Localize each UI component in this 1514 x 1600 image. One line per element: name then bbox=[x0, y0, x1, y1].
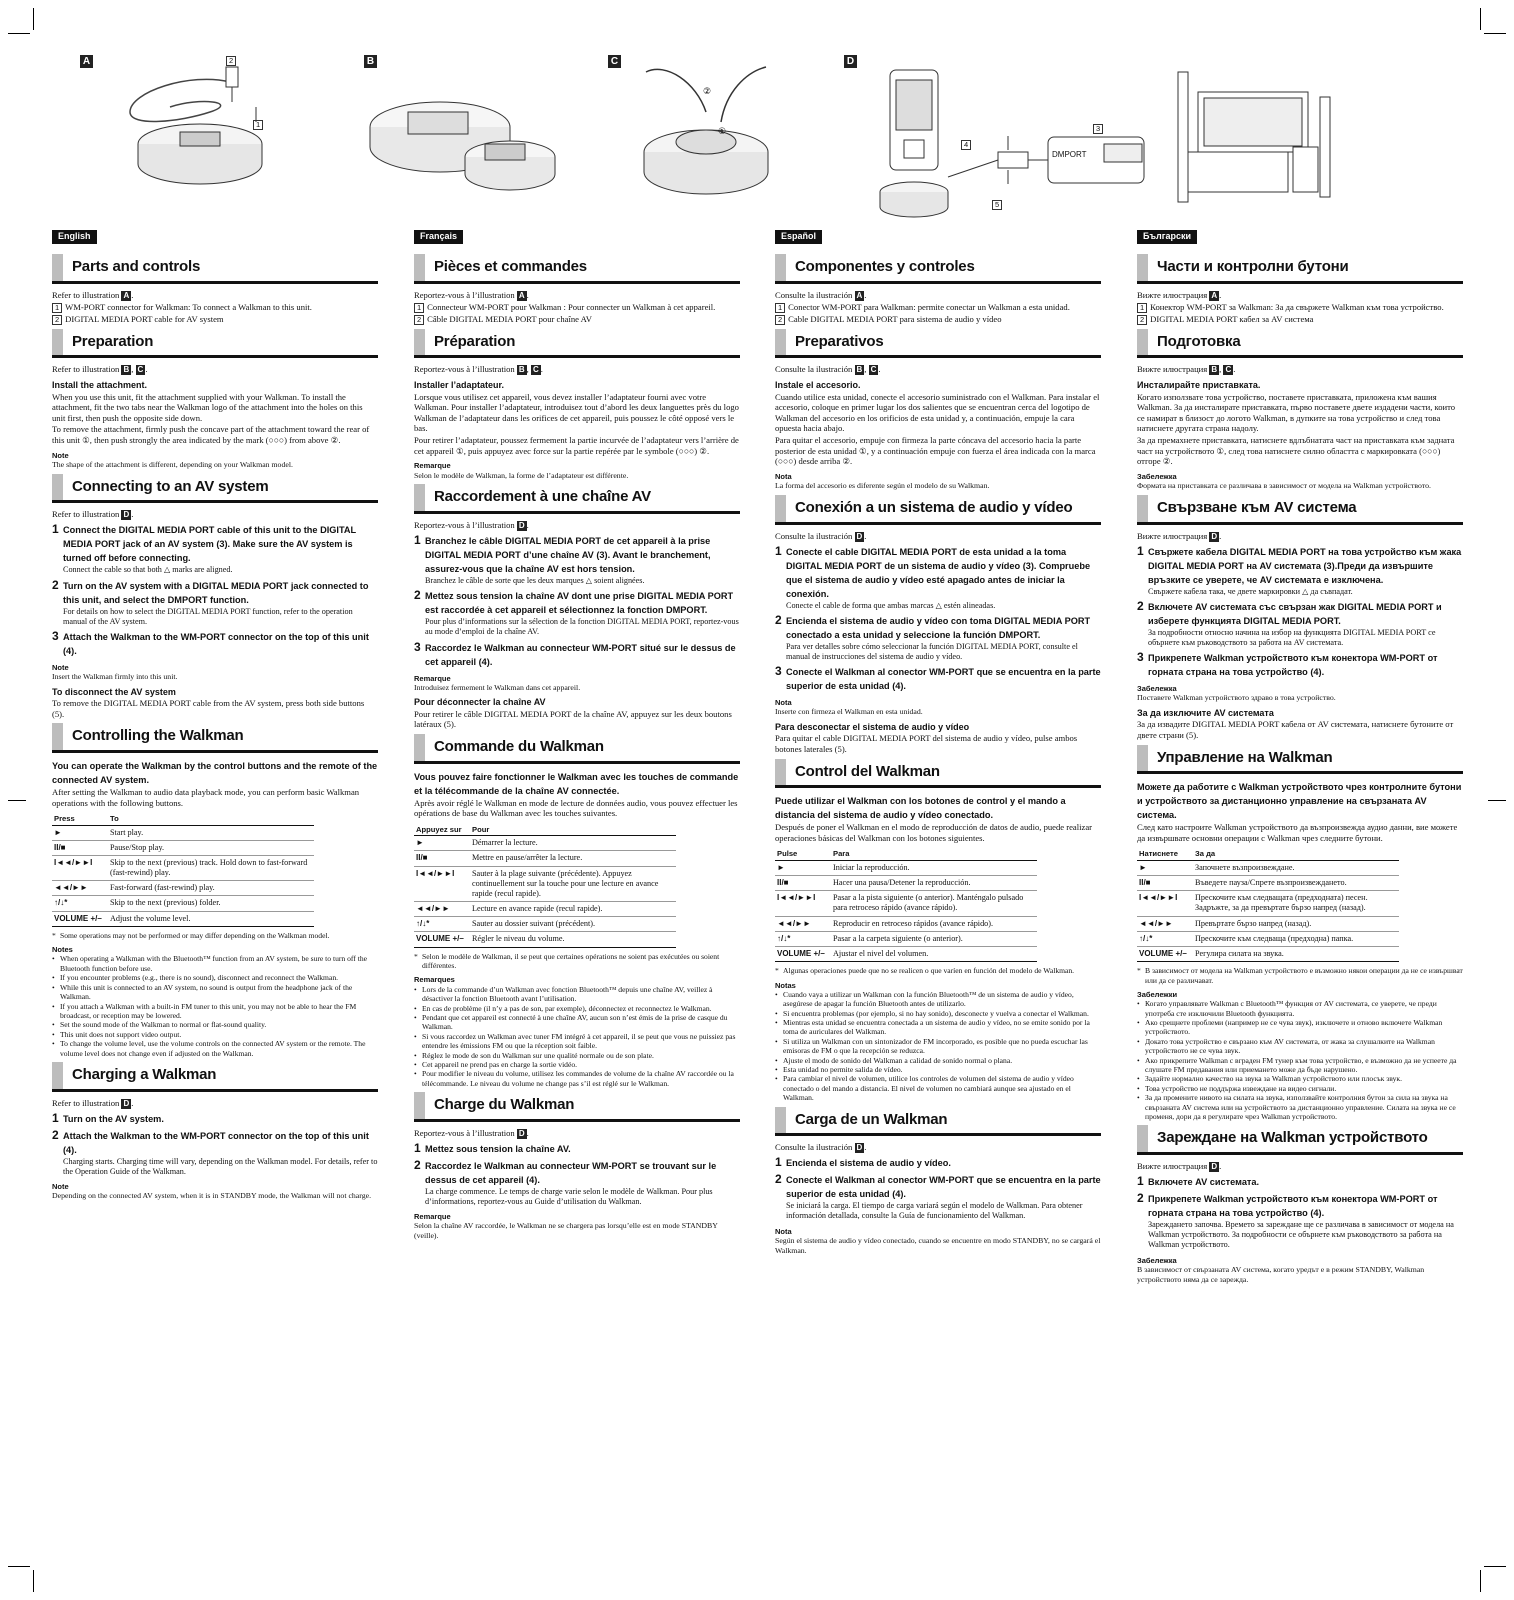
table-row: ◄◄/►► Fast-forward (fast-rewind) play. bbox=[52, 881, 314, 896]
connect-step-3: 3 Conecte el Walkman al conector WM-PORT que se encuentra en la parte superior de esta unidad (4). bbox=[775, 664, 1101, 692]
crop-mark-tr-v bbox=[1480, 8, 1481, 30]
section-title-controlling: Controlling the Walkman bbox=[52, 723, 378, 753]
callout-5-d: 5 bbox=[992, 200, 1002, 210]
charge-step-1: 1 Mettez sous tension la chaîne AV. bbox=[414, 1142, 740, 1156]
ref-box-c: C bbox=[137, 365, 144, 375]
col-header-press: Pulse bbox=[775, 848, 831, 860]
charge-note-label: Remarque bbox=[414, 1212, 451, 1222]
connect-note: Inserte con firmeza el Walkman en esta unidad. bbox=[775, 707, 923, 717]
prep-subheading: Installer l’adaptateur. bbox=[414, 380, 505, 391]
ref-box-b: B bbox=[856, 365, 863, 375]
col-header-to: Pour bbox=[470, 824, 676, 836]
list-item: • Lors de la commande d’un Walkman avec fonction Bluetooth™ depuis une chaîne AV, veillez à désactiver la fonction Bluetooth avant l’utilisation. bbox=[414, 985, 740, 1004]
list-item: • Mientras esta unidad se encuentra conectada a un sistema de audio y vídeo, no se emite sonido por la toma de auriculares del Walkman. bbox=[775, 1018, 1101, 1037]
step-title: Connect the DIGITAL MEDIA PORT cable of this unit to the DIGITAL MEDIA PORT jack of an AV system (3). Make sure the AV system is turned off before connecting. bbox=[63, 525, 356, 564]
crop-mark-br-v bbox=[1480, 1570, 1481, 1592]
step-desc: For details on how to select the DIGITAL MEDIA PORT function, refer to the operation manual of the AV system. bbox=[63, 606, 353, 626]
col-header-press: Натиснете bbox=[1137, 848, 1193, 860]
prep-body-1: When you use this unit, fit the attachment supplied with your Walkman. To install the attachment, fit the two tabs near the Walkman logo of the attachment into the holes on this unit first, then push the opposite side down. bbox=[52, 391, 363, 423]
step-desc: La charge commence. Le temps de charge varie selon le modèle de Walkman. Pour plus d’informations, reportez-vous au Guide d’utilisation du Walkman. bbox=[425, 1186, 713, 1206]
prep-body-2: За да премахнете приставката, натиснете вдлъбнатата част на приставката към задната част на устройството ①, след това натиснете силно областта с маркировката (○○○) отгоре ②. bbox=[1137, 435, 1455, 467]
step-title: Encienda el sistema de audio y vídeo. bbox=[786, 1158, 951, 1169]
control-notes bbox=[1137, 999, 1463, 1121]
column-spanish: Español Componentes y controles Consulte la ilustración A . 1 Conector WM-PORT para Walkman: permite conectar un Walkman a esta unidad. 2 Cable DIGITAL MEDIA PORT para sistema de audio y vídeo Preparativos Consulte la ilustración B , C . Instale el accesorio. Cuando utilice esta unidad, conecte el accesorio suministrado con el Walkman. Para instalar el accesorio, coloque en primer lugar los dos salientes que se encuentran cerca del logotipo de Walkman del accesorio en los orificios de esta unidad y, a continuación, empuje la cara opuesta hacia abajo. Para quitar el accesorio, empuje con firmeza la parte cóncava del accesorio hacia la parte posterior de esta unidad ①, y a continuación empuje con fuerza el área indicada con la marca (○○○) desde arriba ②. Nota La forma del accesorio es diferente según el modelo de su Walkman. Conexión a un sistema de audio y vídeo Consulte la ilustración D . 1 Conecte el cable DIGITAL MEDIA PORT de esta unidad a la toma DIGITAL MEDIA PORT de un sistema de audio y vídeo (3). Compruebe que el sistema de audio y vídeo esté apagado antes de iniciar la conexión. Conecte el cable de forma que ambas marcas △ estén alineadas. 2 Encienda el sistema de audio y vídeo con toma DIGITAL MEDIA PORT conectado a esta unidad y seleccione la función DMPORT. Para ver detalles sobre cómo seleccionar la función DIGITAL MEDIA PORT, consulte el manual de instrucciones del sistema de audio y vídeo. 3 Conecte el Walkman al conector WM-PORT que se encuentra en la parte superior de esta unidad (4). Nota Inserte con firmeza el Walkman en esta unidad. Para desconectar el sistema de audio y vídeo Para quitar el cable DIGITAL MEDIA PORT del sistema de audio y vídeo, pulse ambos botones laterales (5). Control del Walkman Puede utilizar el Walkman con los botones de control y el mando a distancia del sistema de audio y vídeo conectado. Después de poner el Walkman en el modo de reproducción de datos de audio, puede realizar operaciones básicas del Walkman con los botones siguientes. Pulse Para ► Iniciar la reproducción. II/■ Hacer una pausa/Detener la reproducción. I◄◄/►►I Pasar a la pista siguiente (o anterior). Manténgalo pulsado para retroceso rápido (avance rápido). ◄◄/►► Reproducir en retroceso rápidos (avance rápido). ↑/↓* Pasar a la carpeta siguiente (o anterior). VOLUME +/– Ajustar el nivel del volumen. * Algunas operaciones puede que no se realicen o que varíen en función del modelo de Walkman. Notas • Cuando vaya a utilizar un Walkman con la función Bluetooth™ de un sistema de audio y vídeo, asegúrese de apagar la función Bluetooth antes de utilizarlo. • Si encuentra problemas (por ejemplo, si no hay sonido), desconecte y vuelva a conectar el Walkman. • Mientras esta unidad se encuentra conectada a un sistema de audio y vídeo, no se emite sonido por la toma de auriculares del Walkman. • Si utiliza un Walkman con un sintonizador de FM incorporado, es posible que no pueda escuchar las emisoras de FM o que la recepción se reduzca. • Ajuste el modo de sonido del Walkman a calidad de sonido normal o plana. • Esta unidad no permite salida de vídeo. • Para cambiar el nivel de volumen, utilice los controles de volumen del sistema de audio y vídeo conectado o del mando a distancia. El nivel de volumen no cambiará aunque sea ajustado en el Walkman. Carga de un Walkman Consulte la ilustración D . 1 Encienda el sistema de audio y vídeo. 2 Conecte el Walkman al conector WM-PORT que se encuentra en la parte superior de esta unidad (4). Se iniciará la carga. El tiempo de carga variará según el modelo de Walkman. Para obtener información detallada, consulte la Guía de funcionamiento del Walkman. Nota Según el sistema de audio y vídeo conectado, cuando se encuentre en modo STANDBY, no se cargará el Walkman. bbox=[775, 230, 1101, 1256]
callout-2-a: 2 bbox=[226, 56, 236, 66]
table-row: I◄◄/►►I Pasar a la pista siguiente (o anterior). Manténgalo pulsado para retroceso rápido (avance rápido). bbox=[775, 891, 1037, 916]
connect-step-1: 1 Conecte el cable DIGITAL MEDIA PORT de esta unidad a la toma DIGITAL MEDIA PORT de un sistema de audio y vídeo (3). Compruebe que el sistema de audio y vídeo esté apagado antes de iniciar la conexión. Conecte el cable de forma que ambas marcas △ estén alineadas. bbox=[775, 545, 1101, 611]
prep-note-label: Забележка bbox=[1137, 472, 1177, 482]
ref-box-b: B bbox=[518, 365, 525, 375]
control-notes-label: Notes bbox=[52, 945, 73, 955]
step-desc: Branchez le câble de sorte que les deux marques △ soient alignées. bbox=[425, 575, 645, 585]
prep-subheading: Инсталирайте приставката. bbox=[1137, 380, 1261, 391]
list-item: • This unit does not support video output. bbox=[52, 1030, 378, 1039]
charge-step-2: 2 Прикрепете Walkman устройството към конектора WM-PORT от горната страна на това устройство (4). Зареждането започва. Времето за зареждане ще се различава в зависимост от модела на Walkman устройството. За подробности се обърнете към ръководството за работа на Walkman устройството. bbox=[1137, 1192, 1463, 1251]
step-title: Прикрепете Walkman устройството към конектора WM-PORT от горната страна на това устройство (4). bbox=[1148, 1194, 1438, 1219]
ref-text: Refer to illustration bbox=[52, 289, 120, 300]
svg-text:①: ① bbox=[718, 127, 727, 137]
parts-item-1: Conector WM-PORT para Walkman: permite conectar un Walkman a esta unidad. bbox=[788, 301, 1070, 312]
step-title: Raccordez le Walkman au connecteur WM-PORT situé sur le dessus de cet appareil (4). bbox=[425, 642, 736, 667]
step-desc: Свържете кабела така, че двете маркировки △ да съвпадат. bbox=[1148, 586, 1353, 596]
step-title: Raccordez le Walkman au connecteur WM-PORT se trouvant sur le dessus de cet appareil (4). bbox=[425, 1160, 717, 1185]
ref-box-b: B bbox=[123, 365, 130, 375]
connect-note-label: Забележка bbox=[1137, 684, 1177, 694]
disconnect-subheading: To disconnect the AV system bbox=[52, 686, 176, 697]
section-title-charging: Carga de un Walkman bbox=[775, 1107, 1101, 1137]
step-desc: Charging starts. Charging time will vary, depending on the Walkman model. For details, refer to the Operation Guide of the Walkman. bbox=[63, 1156, 378, 1176]
list-item: • Ако срещнете проблеми (например не се чува звук), изключете и отново включете Walkman устройството. bbox=[1137, 1018, 1463, 1037]
language-tab-french: Français bbox=[414, 230, 463, 244]
prep-subheading: Instale el accesorio. bbox=[775, 380, 861, 391]
connect-note-label: Nota bbox=[775, 698, 792, 708]
table-row: II/■ Mettre en pause/arrêter la lecture. bbox=[414, 851, 676, 866]
ref-text: Reportez-vous à l’illustration bbox=[414, 519, 515, 530]
prep-note: Формата на приставката се различава в зависимост от модела на Walkman устройството. bbox=[1137, 481, 1431, 491]
connect-step-2: 2 Mettez sous tension la chaîne AV dont une prise DIGITAL MEDIA PORT est raccordée à cet appareil et sélectionnez la fonction DMPORT. Pour plus d’informations sur la sélection de la fonction DIGITAL MEDIA PORT, reportez-vous au mode d’emploi de la chaîne AV. bbox=[414, 588, 739, 637]
illustration-c-label: C bbox=[608, 55, 621, 68]
section-title-connecting: Conexión a un sistema de audio y vídeo bbox=[775, 495, 1101, 525]
step-title: Прикрепете Walkman устройството към конектора WM-PORT от горната страна на това устройство (4). bbox=[1148, 653, 1438, 678]
charge-note: Según el sistema de audio y vídeo conectado, cuando se encuentre en modo STANDBY, no se cargará el Walkman. bbox=[775, 1235, 1101, 1255]
control-body: Après avoir réglé le Walkman en mode de lecture de données audio, vous pouvez effectuer les opérations de base du Walkman avec les touches suivantes. bbox=[414, 797, 738, 819]
ref-box-c: C bbox=[1225, 365, 1232, 375]
step-title: Включете AV системата. bbox=[1148, 1177, 1260, 1188]
charge-note-label: Nota bbox=[775, 1226, 792, 1236]
control-notes bbox=[775, 990, 1101, 1103]
disconnect-body: Para quitar el cable DIGITAL MEDIA PORT del sistema de audio y vídeo, pulse ambos botones laterales (5). bbox=[775, 733, 1078, 754]
charge-step-1: 1 Encienda el sistema de audio y vídeo. bbox=[775, 1156, 1101, 1170]
disconnect-subheading: Para desconectar el sistema de audio y vídeo bbox=[775, 722, 970, 733]
section-title-charging: Charging a Walkman bbox=[52, 1062, 378, 1092]
ref-text: Refer to illustration bbox=[52, 364, 120, 375]
ref-text: Consulte la ilustración bbox=[775, 364, 853, 375]
list-item: • Esta unidad no permite salida de vídeo. bbox=[775, 1065, 1101, 1074]
prep-body-1: Lorsque vous utilisez cet appareil, vous devez installer l’adaptateur fourni avec votre Walkman. Pour installer l’adaptateur, introduisez tout d’abord les deux languettes près du logo Walkman de l’adaptateur dans les orifices de cet appareil, puis poussez le côté opposé vers le bas. bbox=[414, 391, 739, 434]
connect-step-3: 3 Attach the Walkman to the WM-PORT connector on the top of this unit (4). bbox=[52, 630, 378, 658]
prep-body-2: To remove the attachment, firmly push the concave part of the attachment toward the rear of this unit ①, then push strongly the area indicated by the mark (○○○) from above ②. bbox=[52, 424, 370, 446]
crop-mark-bl-h bbox=[8, 1566, 30, 1567]
step-desc: Pour plus d’informations sur la sélection de la fonction DIGITAL MEDIA PORT, reportez-vous au mode d’emploi de la chaîne AV. bbox=[425, 617, 739, 637]
control-notes-label: Remarques bbox=[414, 975, 455, 985]
list-item: • Cuando vaya a utilizar un Walkman con la función Bluetooth™ de un sistema de audio y vídeo, asegúrese de apagar la función Bluetooth antes de utilizarlo. bbox=[775, 990, 1101, 1009]
table-row: I◄◄/►►I Skip to the next (previous) track. Hold down to fast-forward (fast-rewind) play. bbox=[52, 855, 314, 880]
charge-step-1: 1 Turn on the AV system. bbox=[52, 1112, 378, 1126]
prep-body-2: Para quitar el accesorio, empuje con firmeza la parte cóncava del accesorio hacia la parte posterior de esta unidad ①, y a continuación empuje con fuerza el área indicada con la marca (○○○) desde arriba ②. bbox=[775, 435, 1096, 467]
controls-table bbox=[775, 848, 1037, 962]
item-1-number: 1 bbox=[52, 303, 62, 313]
step-desc: Зареждането започва. Времето за зареждане ще се различава в зависимост от модела на Walkman устройството. За подробности се обърнете към ръководството за работа на Walkman устройството. bbox=[1148, 1220, 1454, 1250]
ref-box-a: A bbox=[1211, 290, 1218, 300]
language-tab-english: English bbox=[52, 230, 97, 244]
table-row: VOLUME +/– Ajustar el nivel del volumen. bbox=[775, 946, 1037, 961]
illustration-c bbox=[606, 52, 796, 222]
illustration-d bbox=[838, 52, 1348, 227]
control-footnote: * Selon le modèle de Walkman, il se peut que certaines opérations ne soient pas exécutées ou soient différentes. bbox=[414, 952, 740, 971]
ref-box-a: A bbox=[123, 290, 130, 300]
prep-subheading: Install the attachment. bbox=[52, 380, 148, 391]
section-title-parts: Componentes y controles bbox=[775, 254, 1101, 284]
list-item: • Задайте нормално качество на звука за Walkman устройството или плосък звук. bbox=[1137, 1074, 1463, 1083]
prep-note-label: Nota bbox=[775, 472, 792, 482]
callout-1-a: 1 bbox=[253, 120, 263, 130]
controls-table bbox=[1137, 848, 1399, 962]
ref-box-d: D bbox=[856, 531, 863, 541]
illustration-b bbox=[360, 52, 570, 222]
list-item: • Cet appareil ne prend pas en charge la sortie vidéo. bbox=[414, 1060, 740, 1069]
section-title-charging: Зареждане на Walkman устройството bbox=[1137, 1125, 1463, 1155]
section-title-connecting: Raccordement à une chaîne AV bbox=[414, 484, 740, 514]
disconnect-body: To remove the DIGITAL MEDIA PORT cable from the AV system, press both side buttons (5). bbox=[52, 697, 365, 719]
section-title-preparation: Подготовка bbox=[1137, 329, 1463, 359]
ref-box-d: D bbox=[123, 1098, 130, 1108]
step-desc: За подробности относно начина на избор на функцията DIGITAL MEDIA PORT се обърнете към ръководството за работа на AV системата. bbox=[1148, 627, 1436, 647]
step-title: Conecte el cable DIGITAL MEDIA PORT de esta unidad a la toma DIGITAL MEDIA PORT de un sistema de audio y vídeo (3). Compruebe que el sistema de audio y vídeo esté apagado antes de iniciar la conexión. bbox=[786, 546, 1091, 599]
section-title-controlling: Control del Walkman bbox=[775, 759, 1101, 789]
section-title-controlling: Commande du Walkman bbox=[414, 734, 740, 764]
prep-note-label: Remarque bbox=[414, 461, 451, 471]
step-desc: Se iniciará la carga. El tiempo de carga variará según el modelo de Walkman. Para obtener información detallada, consulte la Guía de funcionamiento del Walkman. bbox=[786, 1201, 1083, 1221]
prep-body-1: Cuando utilice esta unidad, conecte el accesorio suministrado con el Walkman. Para instalar el accesorio, coloque en primer lugar los dos salientes que se encuentran cerca del logotipo de Walkman del accesorio en los orificios de esta unidad y, a continuación, empuje la cara opuesta hacia abajo. bbox=[775, 391, 1100, 434]
table-row: II/■ Pause/Stop play. bbox=[52, 840, 314, 855]
item-1-number: 1 bbox=[1137, 303, 1147, 313]
prep-note-label: Note bbox=[52, 450, 69, 460]
disconnect-body: Pour retirer le câble DIGITAL MEDIA PORT de la chaîne AV, appuyez sur les deux boutons latéraux (5). bbox=[414, 708, 732, 730]
list-item: • En cas de problème (il n’y a pas de son, par exemple), déconnectez et reconnectez le Walkman. bbox=[414, 1004, 740, 1013]
section-title-preparation: Préparation bbox=[414, 329, 740, 359]
table-row: ↑/↓* Sauter au dossier suivant (précédent). bbox=[414, 917, 676, 932]
col-header-press: Appuyez sur bbox=[414, 824, 470, 836]
list-item: • За да промените нивото на силата на звука, използвайте контролния бутон за сила на звука на свързаната AV система или на устройството за дистанционно управление. Силата на звука не се променя, дори да я регулирате чрез Walkman устройството. bbox=[1137, 1093, 1463, 1121]
charge-step-2: 2 Attach the Walkman to the WM-PORT connector on the top of this unit (4). Charging starts. Charging time will vary, depending on the Walkman model. For details, refer to the Operation Guide of the Walkman. bbox=[52, 1127, 378, 1176]
prep-note: The shape of the attachment is different, depending on your Walkman model. bbox=[52, 460, 293, 470]
step-title: Encienda el sistema de audio y vídeo con toma DIGITAL MEDIA PORT conectado a esta unidad y seleccione la función DMPORT. bbox=[786, 615, 1091, 640]
list-item: • Когато управлявате Walkman с Bluetooth™ функция от AV системата, се уверете, че преди употреба сте изключили Bluetooth функцията. bbox=[1137, 999, 1463, 1018]
ref-text: Consulte la ilustración bbox=[775, 530, 853, 541]
control-lead: Можете да работите с Walkman устройството чрез контролните бутони и устройството за дистанционно управление на свързаната AV система. bbox=[1137, 782, 1462, 821]
charge-step-2: 2 Conecte el Walkman al conector WM-PORT que se encuentra en la parte superior de esta unidad (4). Se iniciará la carga. El tiempo de carga variará según el modelo de Walkman. Para obtener información detallada, consulte la Guía de funcionamiento del Walkman. bbox=[775, 1172, 1101, 1221]
col-header-press: Press bbox=[52, 813, 108, 825]
list-item: • Това устройство не поддържа извеждане на видео сигнали. bbox=[1137, 1084, 1463, 1093]
ref-box-d: D bbox=[1211, 531, 1218, 541]
list-item: • Ако прикрепите Walkman с вграден FM тунер към това устройство, е възможно да не успеете да слушате FM предавания или приемането може да бъде нарушено. bbox=[1137, 1056, 1463, 1075]
table-row: VOLUME +/– Регулира силата на звука. bbox=[1137, 946, 1399, 961]
step-title: Branchez le câble DIGITAL MEDIA PORT de cet appareil à la prise DIGITAL MEDIA PORT d’une chaîne AV (3). Avant le branchement, assurez-vous que la chaîne AV est hors tension. bbox=[425, 535, 711, 574]
control-notes-label: Notas bbox=[775, 980, 796, 990]
ref-box-c: C bbox=[532, 365, 539, 375]
disconnect-subheading: Pour déconnecter la chaîne AV bbox=[414, 697, 546, 708]
list-item: • If you attach a Walkman with a built-in FM tuner to this unit, you may not be able to hear the FM broadcast, or reception may be lowered. bbox=[52, 1002, 378, 1021]
controls-table bbox=[52, 813, 314, 927]
charge-note: Depending on the connected AV system, when it is in STANDBY mode, the Walkman will not charge. bbox=[52, 1191, 372, 1201]
parts-item-2: DIGITAL MEDIA PORT cable for AV system bbox=[65, 313, 224, 324]
illustration-a-label: A bbox=[80, 55, 93, 68]
parts-item-1: WM-PORT connector for Walkman: To connect a Walkman to this unit. bbox=[65, 301, 312, 312]
list-item: • Réglez le mode de son du Walkman sur une qualité normale ou de son plate. bbox=[414, 1051, 740, 1060]
step-desc: Para ver detalles sobre cómo seleccionar la función DIGITAL MEDIA PORT, consulte el manual de instrucciones del sistema de audio y vídeo. bbox=[786, 641, 1078, 661]
control-lead: You can operate the Walkman by the control buttons and the remote of the connected AV system. bbox=[52, 760, 378, 785]
item-1-number: 1 bbox=[414, 303, 424, 313]
column-french: Français Pièces et commandes Reportez-vous à l’illustration A . 1 Connecteur WM-PORT pour Walkman : Pour connecter un Walkman à cet appareil. 2 Câble DIGITAL MEDIA PORT pour chaîne AV Préparation Reportez-vous à l’illustration B , C . Installer l’adaptateur. Lorsque vous utilisez cet appareil, vous devez installer l’adaptateur fourni avec votre Walkman. Pour installer l’adaptateur, introduisez tout d’abord les deux languettes près du logo Walkman de l’adaptateur dans les orifices de cet appareil, puis poussez le côté opposé vers le bas. Pour retirer l’adaptateur, poussez fermement la partie incurvée de l’adaptateur vers l’arrière de cet appareil ①, puis appuyez avec force sur la partie repérée par le symbole (○○○) ②. Remarque Selon le modèle de Walkman, la forme de l’adaptateur est différente. Raccordement à une chaîne AV Reportez-vous à l’illustration D . 1 Branchez le câble DIGITAL MEDIA PORT de cet appareil à la prise DIGITAL MEDIA PORT d’une chaîne AV (3). Avant le branchement, assurez-vous que la chaîne AV est hors tension. Branchez le câble de sorte que les deux marques △ soient alignées. 2 Mettez sous tension la chaîne AV dont une prise DIGITAL MEDIA PORT est raccordée à cet appareil et sélectionnez la fonction DMPORT. Pour plus d’informations sur la sélection de la fonction DIGITAL MEDIA PORT, reportez-vous au mode d’emploi de la chaîne AV. 3 Raccordez le Walkman au connecteur WM-PORT situé sur le dessus de cet appareil (4). Remarque Introduisez fermement le Walkman dans cet appareil. Pour déconnecter la chaîne AV Pour retirer le câble DIGITAL MEDIA PORT de la chaîne AV, appuyez sur les deux boutons latéraux (5). Commande du Walkman Vous pouvez faire fonctionner le Walkman avec les touches de commande et la télécommande de la chaîne AV connectée. Après avoir réglé le Walkman en mode de lecture de données audio, vous pouvez effectuer les opérations de base du Walkman avec les touches suivantes. Appuyez sur Pour ► Démarrer la lecture. II/■ Mettre en pause/arrêter la lecture. I◄◄/►►I Sauter à la plage suivante (précédente). Appuyez continuellement sur la touche pour une lecture en avance rapide (recul rapide). ◄◄/►► Lecture en avance rapide (recul rapide). ↑/↓* Sauter au dossier suivant (précédent). VOLUME +/– Régler le niveau du volume. * Selon le modèle de Walkman, il se peut que certaines opérations ne soient pas exécutées ou soient différentes. Remarques • Lors de la commande d’un Walkman avec fonction Bluetooth™ depuis une chaîne AV, veillez à désactiver la fonction Bluetooth avant l’utilisation. • En cas de problème (il n’y a pas de son, par exemple), déconnectez et reconnectez le Walkman. • Pendant que cet appareil est connecté à une chaîne AV, aucun son n’est émis de la prise de casque du Walkman. • Si vous raccordez un Walkman avec tuner FM intégré à cet appareil, il se peut que vous ne puissiez pas entendre les émissions FM ou que la réception soit faible. • Réglez le mode de son du Walkman sur une qualité normale ou de son plate. • Cet appareil ne prend pas en charge la sortie vidéo. • Pour modifier le niveau du volume, utilisez les commandes de volume de la chaîne AV raccordée ou la télécommande. Le niveau du volume ne change pas s’il est réglé sur le Walkman. Charge du Walkman Reportez-vous à l’illustration D . 1 Mettez sous tension la chaîne AV. 2 Raccordez le Walkman au connecteur WM-PORT se trouvant sur le dessus de cet appareil (4). La charge commence. Le temps de charge varie selon le modèle de Walkman. Pour plus d’informations, reportez-vous au Guide d’utilisation du Walkman. Remarque Selon la chaîne AV raccordée, le Walkman ne se chargera pas lorsqu’elle est en mode STANDBY (veille). bbox=[414, 230, 740, 1242]
ref-text: Consulte la ilustración bbox=[775, 289, 853, 300]
control-body: След като настроите Walkman устройството да възпроизвежда аудио данни, вие можете да извършвате основни операции с Walkman чрез следните бутони. bbox=[1137, 822, 1458, 843]
table-row: VOLUME +/– Adjust the volume level. bbox=[52, 911, 314, 926]
item-1-number: 1 bbox=[775, 303, 785, 313]
language-tab-bulgarian: Български bbox=[1137, 230, 1197, 244]
parts-item-2: Cable DIGITAL MEDIA PORT para sistema de audio y vídeo bbox=[788, 313, 1002, 324]
ref-box-d: D bbox=[856, 1143, 863, 1153]
callout-3-d: 3 bbox=[1093, 124, 1103, 134]
section-title-connecting: Connecting to an AV system bbox=[52, 474, 378, 504]
list-item: • Pendant que cet appareil est connecté à une chaîne AV, aucun son n’est émis de la prise de casque du Walkman. bbox=[414, 1013, 740, 1032]
attachment-install-drawing bbox=[360, 52, 570, 222]
control-footnote: * Some operations may not be performed or may differ depending on the Walkman model. bbox=[52, 931, 378, 940]
charge-note-label: Забележка bbox=[1137, 1255, 1177, 1265]
connect-note-label: Note bbox=[52, 662, 69, 672]
section-title-parts: Части и контролни бутони bbox=[1137, 254, 1463, 284]
item-2-number: 2 bbox=[52, 315, 62, 325]
table-row: I◄◄/►►I Прескочите към следващата (предходната) песен. Задръжте, за да превъртате бързо напред (назад). bbox=[1137, 891, 1399, 916]
step-title: Turn on the AV system with a DIGITAL MEDIA PORT jack connected to this unit, and select the DMPORT function. bbox=[63, 580, 369, 605]
item-2-number: 2 bbox=[1137, 315, 1147, 325]
connect-step-3: 3 Raccordez le Walkman au connecteur WM-PORT situé sur le dessus de cet appareil (4). bbox=[414, 641, 740, 669]
section-title-parts: Parts and controls bbox=[52, 254, 378, 284]
illustration-b-label: B bbox=[364, 55, 377, 68]
attachment-removal-drawing bbox=[606, 52, 796, 222]
section-title-charging: Charge du Walkman bbox=[414, 1092, 740, 1122]
dock-with-cable-drawing bbox=[70, 52, 300, 222]
ref-text: Вижте илюстрация bbox=[1137, 530, 1208, 541]
table-row: ◄◄/►► Превъртате бързо напред (назад). bbox=[1137, 916, 1399, 931]
connect-note: Introduisez fermement le Walkman dans cet appareil. bbox=[414, 682, 581, 692]
list-item: • While this unit is connected to an AV system, no sound is output from the headphone jack of the Walkman. bbox=[52, 983, 378, 1002]
connect-note: Insert the Walkman firmly into this unit. bbox=[52, 672, 178, 682]
prep-body-2: Pour retirer l’adaptateur, poussez fermement la partie incurvée de l’adaptateur vers l’arrière de cet appareil ①, puis appuyez avec force sur la partie repérée par le symbole (○○○) ②. bbox=[414, 435, 739, 456]
prep-note: La forma del accesorio es diferente según el modelo de su Walkman. bbox=[775, 481, 990, 491]
ref-text: Reportez-vous à l’illustration bbox=[414, 1127, 515, 1138]
ref-text: Вижте илюстрация bbox=[1137, 289, 1208, 300]
crop-mark-tl-h bbox=[8, 33, 30, 34]
ref-text: Reportez-vous à l’illustration bbox=[414, 364, 515, 375]
connect-step-2: 2 Encienda el sistema de audio y vídeo con toma DIGITAL MEDIA PORT conectado a esta unidad y seleccione la función DMPORT. Para ver detalles sobre cómo seleccionar la función DIGITAL MEDIA PORT, consulte el manual de instrucciones del sistema de audio y vídeo. bbox=[775, 614, 1101, 662]
column-english: English Parts and controls Refer to illustration A . 1 WM-PORT connector for Walkman: To connect a Walkman to this unit. 2 DIGITAL MEDIA PORT cable for AV system Preparation Refer to illustration B , C . Install the attachment. When you use this unit, fit the attachment supplied with your Walkman. To install the attachment, fit the two tabs near the Walkman logo of the attachment into the holes on this unit first, then push the opposite side down. To remove the attachment, firmly push the concave part of the attachment toward the rear of this unit ①, then push strongly the area indicated by the mark (○○○) from above ②. Note The shape of the attachment is different, depending on your Walkman model. Connecting to an AV system Refer to illustration D . 1 Connect the DIGITAL MEDIA PORT cable of this unit to the DIGITAL MEDIA PORT jack of an AV system (3). Make sure the AV system is turned off before connecting. Connect the cable so that both △ marks are aligned. 2 Turn on the AV system with a DIGITAL MEDIA PORT jack connected to this unit, and select the DMPORT function. For details on how to select the DIGITAL MEDIA PORT function, refer to the operation manual of the AV system. 3 Attach the Walkman to the WM-PORT connector on the top of this unit (4). Note Insert the Walkman firmly into this unit. To disconnect the AV system To remove the DIGITAL MEDIA PORT cable from the AV system, press both side buttons (5). Controlling the Walkman You can operate the Walkman by the control buttons and the remote of the connected AV system. After setting the Walkman to audio data playback mode, you can perform basic Walkman operations with the following buttons. Press To ► Start play. II/■ Pause/Stop play. I◄◄/►►I Skip to the next (previous) track. Hold down to fast-forward (fast-rewind) play. ◄◄/►► Fast-forward (fast-rewind) play. ↑/↓* Skip to the next (previous) folder. VOLUME +/– Adjust the volume level. * Some operations may not be performed or may differ depending on the Walkman model. Notes • When operating a Walkman with the Bluetooth™ function from an AV system, be sure to turn off the Bluetooth function before use. • If you encounter problems (e.g., there is no sound), disconnect and reconnect the Walkman. • While this unit is connected to an AV system, no sound is output from the headphone jack of the Walkman. • If you attach a Walkman with a built-in FM tuner to this unit, you may not be able to hear the FM broadcast, or reception may be lowered. • Set the sound mode of the Walkman to normal or flat-sound quality. • This unit does not support video output. • To change the volume level, use the volume controls on the connected AV system or the remote. The volume level does not change even if adjusted on the Walkman. Charging a Walkman Refer to illustration D . 1 Turn on the AV system. 2 Attach the Walkman to the WM-PORT connector on the top of this unit (4). Charging starts. Charging time will vary, depending on the Walkman model. For details, refer to the Operation Guide of the Walkman. Note Depending on the connected AV system, when it is in STANDBY mode, the Walkman will not charge. bbox=[52, 230, 378, 1202]
av-system-connection-drawing bbox=[838, 52, 1348, 227]
charge-note: В зависимост от свързаната AV система, когато уредът е в режим STANDBY, Walkman устройството няма да се зарежда. bbox=[1137, 1264, 1425, 1284]
step-title: Включете AV системата със свързан жак DIGITAL MEDIA PORT и изберете функцията DIGITAL MEDIA PORT. bbox=[1148, 601, 1442, 626]
step-title: Свържете кабела DIGITAL MEDIA PORT на това устройство към жака DIGITAL MEDIA PORT на AV системата (3).Преди да извършите връзките се уверете, че AV системата е изключена. bbox=[1148, 546, 1462, 585]
ref-box-d: D bbox=[123, 510, 130, 520]
section-title-preparation: Preparation bbox=[52, 329, 378, 359]
callout-4-d: 4 bbox=[961, 140, 971, 150]
list-item: • Para cambiar el nivel de volumen, utilice los controles de volumen del sistema de audio y vídeo conectado o del mando a distancia. El nivel de volumen no cambiará aunque sea ajustado en el Walkman. bbox=[775, 1074, 1101, 1102]
col-header-to: Para bbox=[831, 848, 1037, 860]
charge-step-2: 2 Raccordez le Walkman au connecteur WM-PORT se trouvant sur le dessus de cet appareil (4). La charge commence. Le temps de charge varie selon le modèle de Walkman. Pour plus d’informations, reportez-vous au Guide d’utilisation du Walkman. bbox=[414, 1159, 740, 1207]
parts-item-2: Câble DIGITAL MEDIA PORT pour chaîne AV bbox=[427, 313, 592, 324]
illustration-a bbox=[70, 52, 300, 222]
connect-note: Поставете Walkman устройството здраво в това устройство. bbox=[1137, 693, 1336, 703]
step-title: Attach the Walkman to the WM-PORT connector on the top of this unit (4). bbox=[63, 1130, 369, 1155]
ref-text: Reportez-vous à l’illustration bbox=[414, 289, 515, 300]
section-title-controlling: Управление на Walkman bbox=[1137, 745, 1463, 775]
connect-step-2: 2 Включете AV системата със свързан жак DIGITAL MEDIA PORT и изберете функцията DIGITAL MEDIA PORT. За подробности относно начина на избор на функцията DIGITAL MEDIA PORT се обърнете към ръководството за работа на AV системата. bbox=[1137, 600, 1463, 648]
table-row: ↑/↓* Прескочите към следваща (предходна) папка. bbox=[1137, 931, 1399, 946]
controls-table bbox=[414, 824, 676, 948]
step-title: Conecte el Walkman al conector WM-PORT que se encuentra en la parte superior de esta unidad (4). bbox=[786, 667, 1101, 692]
table-row: II/■ Въведете пауза/Спрете възпроизвеждането. bbox=[1137, 876, 1399, 891]
connect-step-2: 2 Turn on the AV system with a DIGITAL MEDIA PORT jack connected to this unit, and select the DMPORT function. For details on how to select the DIGITAL MEDIA PORT function, refer to the operation manual of the AV system. bbox=[52, 579, 378, 627]
connect-note-label: Remarque bbox=[414, 673, 451, 683]
list-item: • Pour modifier le niveau du volume, utilisez les commandes de volume de la chaîne AV raccordée ou la télécommande. Le niveau du volume ne change pas s’il est réglé sur le Walkman. bbox=[414, 1069, 740, 1088]
control-notes bbox=[52, 954, 378, 1057]
table-row: ↑/↓* Skip to the next (previous) folder. bbox=[52, 896, 314, 911]
list-item: • If you encounter problems (e.g., there is no sound), disconnect and reconnect the Walkman. bbox=[52, 973, 378, 982]
control-footnote: * Algunas operaciones puede que no se realicen o que varíen en función del modelo de Walkman. bbox=[775, 966, 1101, 975]
list-item: • Si utiliza un Walkman con un sintonizador de FM incorporado, es posible que no pueda escuchar las emisoras de FM o que la recepción se reduzca. bbox=[775, 1037, 1101, 1056]
step-title: Turn on the AV system. bbox=[63, 1113, 164, 1124]
section-title-connecting: Свързване към AV система bbox=[1137, 495, 1463, 525]
section-title-preparation: Preparativos bbox=[775, 329, 1101, 359]
table-row: VOLUME +/– Régler le niveau du volume. bbox=[414, 932, 676, 947]
ref-box-b: B bbox=[1211, 365, 1218, 375]
list-item: • Set the sound mode of the Walkman to normal or flat-sound quality. bbox=[52, 1020, 378, 1029]
control-lead: Vous pouvez faire fonctionner le Walkman avec les touches de commande et la télécommande de la chaîne AV connectée. bbox=[414, 771, 739, 796]
column-bulgarian: Български Части и контролни бутони Вижте илюстрация A . 1 Конектор WM-PORT за Walkman: За да свържете Walkman към това устройство. 2 DIGITAL MEDIA PORT кабел за AV система Подготовка Вижте илюстрация B , C . Инсталирайте приставката. Когато използвате това устройство, поставете приставката, приложена към вашия Walkman. За да инсталирате приставката, първо поставете двете издадени части, които се намират в близост до логото Walkman, в дупките на това устройство и след това натиснете другата страна надолу. За да премахнете приставката, натиснете вдлъбнатата част на приставката към задната част на устройството ①, след това натиснете силно областта с маркировката (○○○) отгоре ②. Забележка Формата на приставката се различава в зависимост от модела на Walkman устройството. Свързване към AV система Вижте илюстрация D . 1 Свържете кабела DIGITAL MEDIA PORT на това устройство към жака DIGITAL MEDIA PORT на AV системата (3).Преди да извършите връзките се уверете, че AV системата е изключена. Свържете кабела така, че двете маркировки △ да съвпадат. 2 Включете AV системата със свързан жак DIGITAL MEDIA PORT и изберете функцията DIGITAL MEDIA PORT. За подробности относно начина на избор на функцията DIGITAL MEDIA PORT се обърнете към ръководството за работа на AV системата. 3 Прикрепете Walkman устройството към конектора WM-PORT от горната страна на това устройство (4). Забележка Поставете Walkman устройството здраво в това устройство. За да изключите AV системата За да извадите DIGITAL MEDIA PORT кабела от AV системата, натиснете бутоните от двете страни (5). Управление на Walkman Можете да работите с Walkman устройството чрез контролните бутони и устройството за дистанционно управление на свързаната AV система. След като настроите Walkman устройството да възпроизвежда аудио данни, вие можете да извършвате основни операции с Walkman чрез следните бутони. Натиснете За да ► Започнете възпроизвеждане. II/■ Въведете пауза/Спрете възпроизвеждането. I◄◄/►►I Прескочите към следващата (предходната) песен. Задръжте, за да превъртате бързо напред (назад). ◄◄/►► Превъртате бързо напред (назад). ↑/↓* Прескочите към следваща (предходна) папка. VOLUME +/– Регулира силата на звука. * В зависимост от модела на Walkman устройството е възможно някои операции да не се извършват или да се различават. Забележки • Когато управлявате Walkman с Bluetooth™ функция от AV системата, се уверете, че преди употреба сте изключили Bluetooth функцията. • Ако срещнете проблеми (например не се чува звук), изключете и отново включете Walkman устройството. • Докато това устройство е свързано към AV системата, от жака за слушалките на Walkman устройството не се чува звук. • Ако прикрепите Walkman с вграден FM тунер към това устройство, е възможно да не успеете да слушате FM предавания или приемането може да бъде нарушено. • Задайте нормално качество на звука за Walkman устройството или плосък звук. • Това устройство не поддържа извеждане на видео сигнали. • За да промените нивото на силата на звука, използвайте контролния бутон за сила на звука на свързаната AV система или на устройството за дистанционно управление. Силата на звука не се променя, дори да я регулирате чрез Walkman устройството. Зареждане на Walkman устройството Вижте илюстрация D . 1 Включете AV системата. 2 Прикрепете Walkman устройството към конектора WM-PORT от горната страна на това устройство (4). Зареждането започва. Времето за зареждане ще се различава в зависимост от модела на Walkman устройството. За подробности се обърнете към ръководството за работа на Walkman устройството. Забележка В зависимост от свързаната AV система, когато уредът е в режим STANDBY, Walkman устройството няма да се зарежда. bbox=[1137, 230, 1463, 1285]
ref-text: Вижте илюстрация bbox=[1137, 364, 1208, 375]
disconnect-body: За да извадите DIGITAL MEDIA PORT кабела от AV системата, натиснете бутоните от двете страни (5). bbox=[1137, 719, 1454, 740]
crop-mark-tr-h bbox=[1484, 33, 1506, 34]
list-item: • Si vous raccordez un Walkman avec tuner FM intégré à cet appareil, il se peut que vous ne puissiez pas entendre les émissions FM ou que la réception soit faible. bbox=[414, 1032, 740, 1051]
step-title: Mettez sous tension la chaîne AV dont une prise DIGITAL MEDIA PORT est raccordée à cet appareil et sélectionnez la fonction DMPORT. bbox=[425, 591, 734, 616]
parts-item-1: Connecteur WM-PORT pour Walkman : Pour connecter un Walkman à cet appareil. bbox=[427, 301, 716, 312]
connect-step-1: 1 Branchez le câble DIGITAL MEDIA PORT de cet appareil à la prise DIGITAL MEDIA PORT d’une chaîne AV (3). Avant le branchement, assurez-vous que la chaîne AV est hors tension. Branchez le câble de sorte que les deux marques △ soient alignées. bbox=[414, 534, 740, 586]
step-desc: Connect the cable so that both △ marks are aligned. bbox=[63, 565, 233, 575]
step-title: Conecte el Walkman al conector WM-PORT que se encuentra en la parte superior de esta unidad (4). bbox=[786, 1175, 1101, 1200]
language-tab-spanish: Español bbox=[775, 230, 822, 244]
step-title: Mettez sous tension la chaîne AV. bbox=[425, 1143, 571, 1154]
list-item: • To change the volume level, use the volume controls on the connected AV system or the remote. The volume level does not change even if adjusted on the Walkman. bbox=[52, 1039, 378, 1058]
charge-note: Selon la chaîne AV raccordée, le Walkman ne se chargera pas lorsqu’elle est en mode STANDBY (veille). bbox=[414, 1221, 718, 1241]
table-row: ◄◄/►► Lecture en avance rapide (recul rapide). bbox=[414, 902, 676, 917]
table-row: ↑/↓* Pasar a la carpeta siguiente (o anterior). bbox=[775, 931, 1037, 946]
list-item: • Докато това устройство е свързано към AV системата, от жака за слушалките на Walkman устройството не се чува звук. bbox=[1137, 1037, 1463, 1056]
ref-text: Refer to illustration bbox=[52, 1097, 120, 1108]
crop-mark-bl-v bbox=[33, 1570, 34, 1592]
ref-text: Refer to illustration bbox=[52, 509, 120, 520]
svg-text:②: ② bbox=[703, 87, 712, 97]
section-title-parts: Pièces et commandes bbox=[414, 254, 740, 284]
disconnect-subheading: За да изключите AV системата bbox=[1137, 708, 1274, 719]
dmport-label: DMPORT bbox=[1052, 150, 1087, 159]
charge-note-label: Note bbox=[52, 1181, 69, 1191]
step-desc: Conecte el cable de forma que ambas marcas △ estén alineadas. bbox=[786, 600, 996, 610]
charge-step-1: 1 Включете AV системата. bbox=[1137, 1175, 1463, 1189]
col-header-to: За да bbox=[1193, 848, 1399, 860]
fold-mark-left bbox=[8, 800, 26, 801]
ref-box-a: A bbox=[856, 290, 863, 300]
crop-mark-tl-v bbox=[33, 8, 34, 30]
list-item: • Ajuste el modo de sonido del Walkman a calidad de sonido normal o plana. bbox=[775, 1056, 1101, 1065]
control-body: Después de poner el Walkman en el modo de reproducción de datos de audio, puede realizar operaciones básicas del Walkman con los botones siguientes. bbox=[775, 822, 1092, 843]
list-item: • Si encuentra problemas (por ejemplo, si no hay sonido), desconecte y vuelva a conectar el Walkman. bbox=[775, 1009, 1101, 1018]
table-row: ► Démarrer la lecture. bbox=[414, 836, 676, 851]
connect-step-1: 1 Свържете кабела DIGITAL MEDIA PORT на това устройство към жака DIGITAL MEDIA PORT на AV системата (3).Преди да извършите връзките се уверете, че AV системата е изключена. Свържете кабела така, че двете маркировки △ да съвпадат. bbox=[1137, 543, 1462, 596]
table-row: ► Start play. bbox=[52, 825, 314, 840]
ref-box-c: C bbox=[870, 365, 877, 375]
parts-item-2: DIGITAL MEDIA PORT кабел за AV система bbox=[1150, 313, 1314, 324]
item-2-number: 2 bbox=[775, 315, 785, 325]
ref-box-d: D bbox=[518, 520, 525, 530]
ref-box-a: A bbox=[518, 290, 525, 300]
table-row: ► Iniciar la reproducción. bbox=[775, 860, 1037, 875]
item-2-number: 2 bbox=[414, 315, 424, 325]
table-row: ► Започнете възпроизвеждане. bbox=[1137, 860, 1399, 875]
control-lead: Puede utilizar el Walkman con los botones de control y el mando a distancia del sistema de audio y vídeo conectado. bbox=[775, 796, 1066, 821]
ref-text: Вижте илюстрация bbox=[1137, 1161, 1208, 1172]
table-row: II/■ Hacer una pausa/Detener la reproducción. bbox=[775, 876, 1037, 891]
prep-note: Selon le modèle de Walkman, la forme de l’adaptateur est différente. bbox=[414, 470, 629, 480]
ref-box-d: D bbox=[518, 1128, 525, 1138]
control-notes-label: Забележки bbox=[1137, 989, 1178, 999]
ref-box-d: D bbox=[1211, 1162, 1218, 1172]
col-header-to: To bbox=[108, 813, 314, 825]
connect-step-3: 3 Прикрепете Walkman устройството към конектора WM-PORT от горната страна на това устройство (4). bbox=[1137, 651, 1463, 679]
ref-text: Consulte la ilustración bbox=[775, 1142, 853, 1153]
fold-mark-right bbox=[1488, 800, 1506, 801]
table-row: ◄◄/►► Reproducir en retroceso rápidos (avance rápido). bbox=[775, 916, 1037, 931]
illustration-d-label: D bbox=[844, 55, 857, 68]
crop-mark-br-h bbox=[1484, 1566, 1506, 1567]
prep-body-1: Когато използвате това устройство, поставете приставката, приложена към вашия Walkman. За да инсталирате приставката, първо поставете двете издадени части, които се намират в близост до логото Walkman, в дупките на това устройство и след това натиснете другата страна надолу. bbox=[1137, 391, 1456, 434]
control-body: After setting the Walkman to audio data playback mode, you can perform basic Walkman operations with the following buttons. bbox=[52, 786, 360, 808]
parts-item-1: Конектор WM-PORT за Walkman: За да свържете Walkman към това устройство. bbox=[1150, 301, 1444, 312]
control-notes bbox=[414, 985, 740, 1088]
control-footnote: * В зависимост от модела на Walkman устройството е възможно някои операции да не се извършват или да се различават. bbox=[1137, 966, 1463, 985]
table-row: I◄◄/►►I Sauter à la plage suivante (précédente). Appuyez continuellement sur la touche pour une lecture en avance rapide (recul rapide). bbox=[414, 866, 676, 902]
list-item: • When operating a Walkman with the Bluetooth™ function from an AV system, be sure to turn off the Bluetooth function before use. bbox=[52, 954, 378, 973]
step-title: Attach the Walkman to the WM-PORT connector on the top of this unit (4). bbox=[63, 631, 369, 656]
connect-step-1: 1 Connect the DIGITAL MEDIA PORT cable of this unit to the DIGITAL MEDIA PORT jack of an AV system (3). Make sure the AV system is turned off before connecting. Connect the cable so that both △ marks are aligned. bbox=[52, 523, 378, 575]
